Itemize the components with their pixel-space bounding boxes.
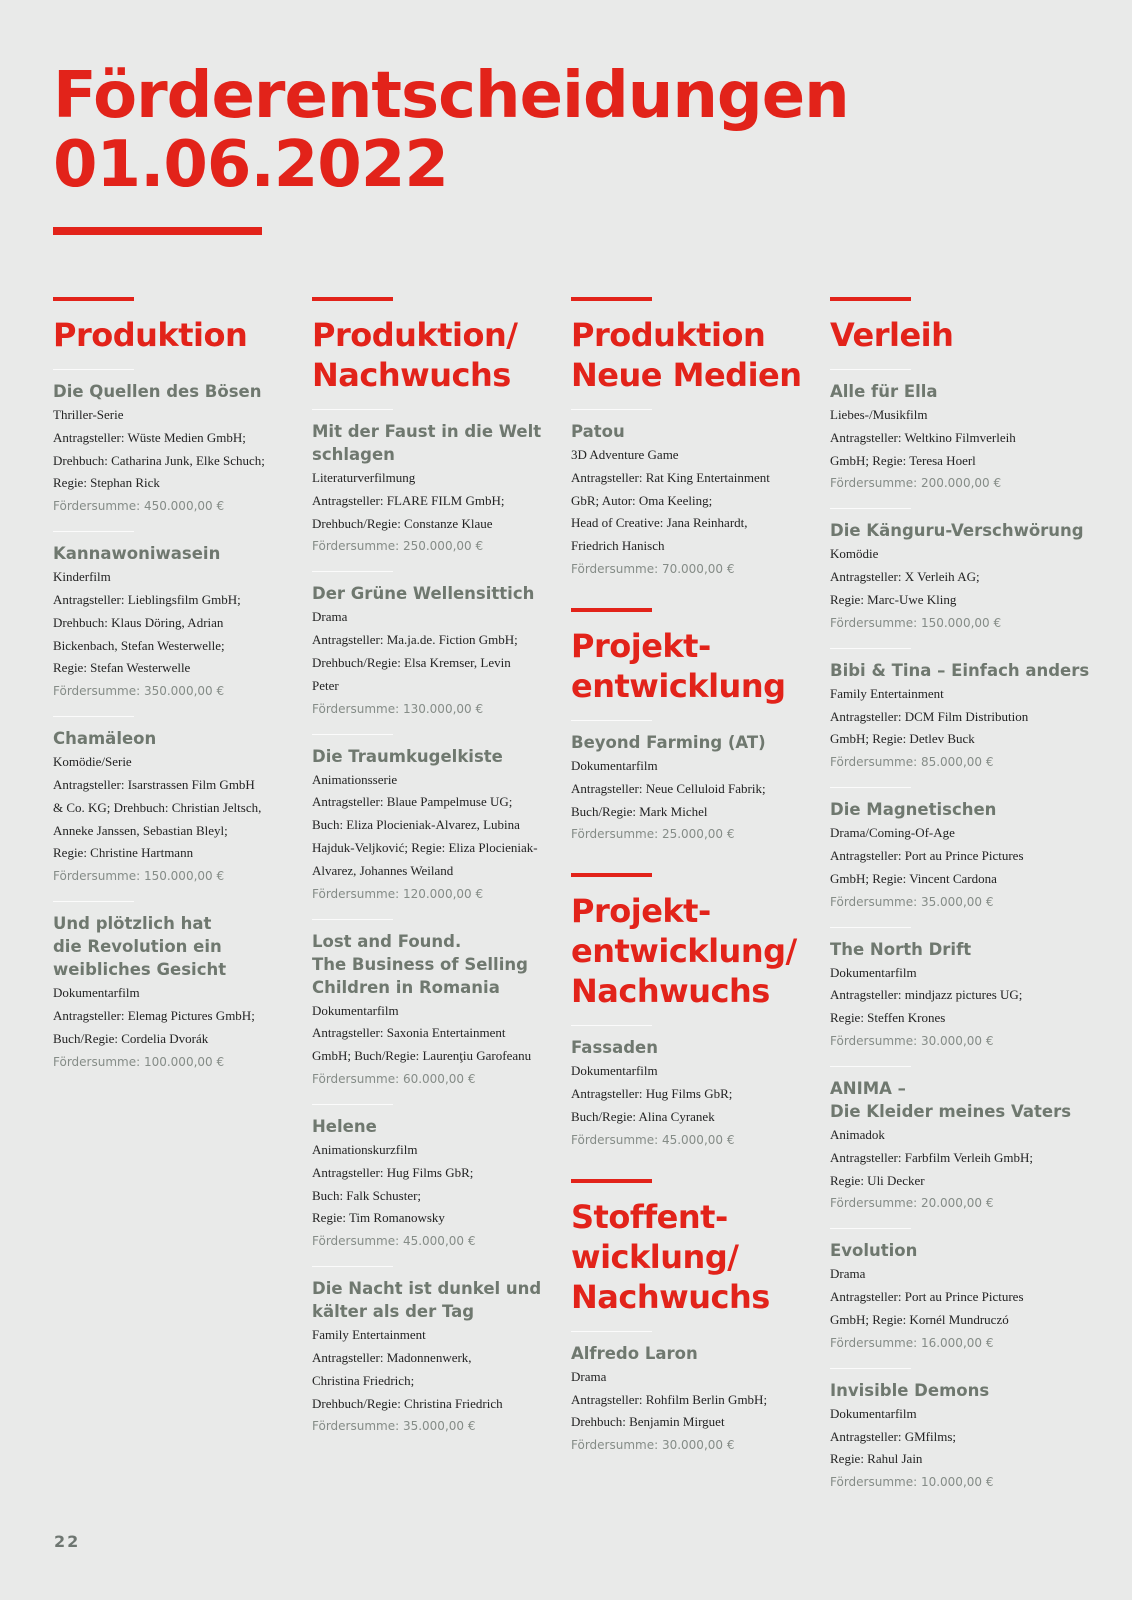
- entry-divider: [830, 1066, 911, 1067]
- entry-title-line: die Revolution ein: [53, 937, 222, 957]
- entry-detail-line: Anneke Janssen, Sebastian Bleyl;: [53, 822, 228, 838]
- entry-detail-line: Regie: Tim Romanowsky: [312, 1210, 445, 1226]
- entry-detail-line: Antragsteller: Madonnenwerk,: [312, 1349, 472, 1365]
- entry-detail-line: Dokumentarfilm: [571, 757, 658, 773]
- entry-detail-line: Antragsteller: Rat King Entertainment: [571, 469, 770, 485]
- column: [53, 297, 293, 1101]
- funding-amount: Fördersumme: 100.000,00 €: [53, 1054, 225, 1069]
- funding-entry: [830, 369, 1070, 494]
- section-heading-line: wicklung/: [571, 1237, 739, 1276]
- entry-detail-line: Drehbuch: Benjamin Mirguet: [571, 1414, 725, 1430]
- funding-entry: [312, 409, 552, 557]
- entry-detail-line: Head of Creative: Jana Reinhardt,: [571, 515, 748, 531]
- entry-title: [830, 1379, 1070, 1402]
- funding-entry: [830, 927, 1070, 1052]
- entry-detail-line: Dokumentarfilm: [830, 964, 917, 980]
- section-heading-line: Verleih: [830, 316, 954, 354]
- entry-title: [53, 727, 293, 750]
- funding-entry: [830, 1368, 1070, 1493]
- entry-title-line: The Business of Selling: [312, 954, 528, 974]
- entry-title-line: Invisible Demons: [830, 1380, 990, 1400]
- section-rule: [53, 297, 134, 301]
- entry-title: [571, 1036, 811, 1059]
- funding-entry: [571, 1331, 811, 1456]
- entry-title: [830, 380, 1070, 403]
- entry-detail-line: Regie: Christine Hartmann: [53, 845, 194, 861]
- entry-detail-line: Animationsserie: [312, 771, 398, 787]
- funding-entry: [312, 571, 552, 719]
- entry-title-line: Alfredo Laron: [571, 1343, 698, 1363]
- entry-divider: [830, 648, 911, 649]
- entry-detail-line: Bickenbach, Stefan Westerwelle;: [53, 637, 225, 653]
- entry-divider: [830, 1228, 911, 1229]
- entry-detail-line: Antragsteller: Elemag Pictures GmbH;: [53, 1007, 255, 1023]
- funding-entry: [312, 734, 552, 905]
- entry-detail-line: Regie: Rahul Jain: [830, 1451, 923, 1467]
- entry-divider: [53, 531, 134, 532]
- section-rule: [571, 608, 652, 612]
- entry-divider: [571, 720, 652, 721]
- section-heading-line: Produktion: [53, 316, 248, 354]
- entry-divider: [571, 1331, 652, 1332]
- entry-detail-line: Antragsteller: mindjazz pictures UG;: [830, 987, 1023, 1003]
- section-heading: [571, 891, 811, 1011]
- funding-entry: [571, 1025, 811, 1150]
- page-title-line: Förderentscheidungen: [53, 59, 849, 133]
- entry-detail-line: GmbH; Regie: Teresa Hoerl: [830, 452, 976, 468]
- entry-detail-line: GmbH; Buch/Regie: Laurenţiu Garofeanu: [312, 1048, 532, 1064]
- entry-detail-line: Kinderfilm: [53, 569, 111, 585]
- entry-title-line: Die Magnetischen: [830, 800, 997, 820]
- section-heading-line: entwicklung/: [571, 932, 797, 971]
- funding-amount: Fördersumme: 45.000,00 €: [312, 1234, 476, 1249]
- entry-title-line: Patou: [571, 422, 625, 441]
- section-heading: [571, 1197, 811, 1317]
- entry-detail-line: GbR; Autor: Oma Keeling;: [571, 492, 713, 508]
- entry-detail-line: Peter: [312, 677, 339, 693]
- funding-entry: [312, 919, 552, 1090]
- section: [571, 608, 811, 845]
- entry-divider: [571, 409, 652, 410]
- entry-title: [312, 1115, 552, 1138]
- section-heading: [571, 315, 811, 395]
- funding-amount: Fördersumme: 16.000,00 €: [830, 1335, 994, 1350]
- entry-detail-line: GmbH; Regie: Vincent Cardona: [830, 870, 997, 886]
- funding-amount: Fördersumme: 85.000,00 €: [830, 755, 994, 770]
- column: [312, 297, 552, 1465]
- entry-title-line: kälter als der Tag: [312, 1302, 475, 1322]
- entry-title-line: schlagen: [312, 445, 395, 464]
- entry-detail-line: Antragsteller: Hug Films GbR;: [312, 1164, 474, 1180]
- entry-detail-line: Regie: Stephan Rick: [53, 475, 160, 491]
- entry-detail-line: Komödie: [830, 546, 879, 562]
- funding-amount: Fördersumme: 35.000,00 €: [312, 1419, 476, 1434]
- entry-detail-line: Antragsteller: X Verleih AG;: [830, 569, 980, 585]
- entry-detail-line: Regie: Uli Decker: [830, 1172, 925, 1188]
- entry-detail-line: Animadok: [830, 1126, 885, 1142]
- funding-amount: Fördersumme: 150.000,00 €: [830, 615, 1002, 630]
- title-underline: [53, 227, 262, 235]
- entry-title: [571, 1342, 811, 1365]
- funding-entry: [312, 1266, 552, 1437]
- entry-detail-line: Regie: Steffen Krones: [830, 1010, 946, 1026]
- entry-title-line: Lost and Found.: [312, 931, 462, 951]
- funding-amount: Fördersumme: 30.000,00 €: [830, 1033, 994, 1048]
- entry-title-line: Der Grüne Wellensittich: [312, 584, 535, 604]
- funding-entry: [571, 409, 811, 580]
- funding-amount: Fördersumme: 35.000,00 €: [830, 894, 994, 909]
- funding-entry: [571, 720, 811, 845]
- entry-title-line: Children in Romania: [312, 977, 500, 997]
- funding-entry: [53, 531, 293, 702]
- entry-divider: [830, 787, 911, 788]
- entry-title-line: Die Quellen des Bösen: [53, 382, 262, 401]
- entry-title-line: Die Kleider meines Vaters: [830, 1101, 1072, 1121]
- funding-entry: [830, 1228, 1070, 1353]
- entry-detail-line: Friedrich Hanisch: [571, 538, 665, 554]
- section-rule: [571, 1179, 652, 1183]
- entry-title: [53, 912, 293, 981]
- entry-detail-line: Dokumentarfilm: [53, 985, 140, 1001]
- entry-detail-line: Drama: [571, 1368, 607, 1384]
- funding-entry: [830, 1066, 1070, 1214]
- section: [571, 1179, 811, 1456]
- entry-detail-line: Alvarez, Johannes Weiland: [312, 862, 454, 878]
- funding-amount: Fördersumme: 350.000,00 €: [53, 684, 225, 699]
- entry-divider: [312, 571, 393, 572]
- entry-divider: [830, 508, 911, 509]
- entry-detail-line: Buch: Eliza Plocieniak-Alvarez, Lubina: [312, 817, 520, 833]
- entry-title: [830, 938, 1070, 961]
- entry-detail-line: Dokumentarfilm: [830, 1405, 917, 1421]
- funding-entry: [53, 901, 293, 1072]
- entry-detail-line: Hajduk-Veljković; Regie: Eliza Plocieniak-: [312, 839, 538, 855]
- entry-title: [312, 930, 552, 999]
- funding-amount: Fördersumme: 45.000,00 €: [571, 1132, 735, 1147]
- funding-amount: Fördersumme: 70.000,00 €: [571, 561, 735, 576]
- entry-title: [312, 745, 552, 768]
- section-heading-line: Neue Medien: [571, 356, 802, 394]
- entry-detail-line: Family Entertainment: [830, 685, 944, 701]
- entry-title-line: Alle für Ella: [830, 382, 938, 401]
- entry-divider: [312, 1266, 393, 1267]
- section-heading: [571, 626, 811, 706]
- entry-divider: [312, 734, 393, 735]
- entry-detail-line: & Co. KG; Drehbuch: Christian Jeltsch,: [53, 799, 262, 815]
- entry-detail-line: Antragsteller: Isarstrassen Film GmbH: [53, 776, 255, 792]
- entry-title: [830, 1239, 1070, 1262]
- entry-divider: [312, 919, 393, 920]
- entry-detail-line: Drehbuch/Regie: Christina Friedrich: [312, 1395, 503, 1411]
- entry-detail-line: Buch/Regie: Cordelia Dvorák: [53, 1030, 209, 1046]
- entry-title-line: Und plötzlich hat: [53, 914, 212, 934]
- entry-title: [830, 519, 1084, 542]
- entry-detail-line: GmbH; Regie: Detlev Buck: [830, 731, 975, 747]
- column: [830, 297, 1090, 1521]
- page-title: [53, 59, 849, 202]
- entry-title-line: Helene: [312, 1116, 377, 1136]
- entry-divider: [312, 1104, 393, 1105]
- entry-detail-line: Family Entertainment: [312, 1327, 426, 1343]
- entry-detail-line: Antragsteller: Port au Prince Pictures: [830, 1289, 1024, 1305]
- entry-detail-line: Komödie/Serie: [53, 754, 132, 770]
- section-rule: [830, 297, 911, 301]
- entry-title-line: The North Drift: [830, 939, 972, 959]
- funding-amount: Fördersumme: 60.000,00 €: [312, 1071, 476, 1086]
- entry-detail-line: Antragsteller: Port au Prince Pictures: [830, 847, 1024, 863]
- entry-divider: [830, 927, 911, 928]
- entry-title: [312, 582, 552, 605]
- entry-detail-line: Buch: Falk Schuster;: [312, 1187, 422, 1203]
- entry-detail-line: Antragsteller: FLARE FILM GmbH;: [312, 492, 505, 508]
- entry-detail-line: Antragsteller: Rohfilm Berlin GmbH;: [571, 1391, 768, 1407]
- entry-detail-line: Antragsteller: Wüste Medien GmbH;: [53, 429, 246, 445]
- entry-detail-line: Dokumentarfilm: [571, 1063, 658, 1079]
- entry-title-line: weibliches Gesicht: [53, 960, 227, 980]
- entry-divider: [571, 1025, 652, 1026]
- entry-title-line: Die Traumkugelkiste: [312, 746, 503, 766]
- entry-detail-line: Dokumentarfilm: [312, 1002, 399, 1018]
- funding-entry: [53, 369, 293, 517]
- entry-title-line: Die Känguru-Verschwörung: [830, 521, 1084, 541]
- entry-title: [571, 731, 811, 754]
- entry-title-line: Bibi & Tina – Einfach anders: [830, 660, 1090, 680]
- funding-amount: Fördersumme: 250.000,00 €: [312, 539, 484, 554]
- section-heading-line: Projekt-: [571, 626, 711, 665]
- entry-detail-line: Drama: [830, 1266, 866, 1282]
- section-rule: [571, 873, 652, 877]
- funding-amount: Fördersumme: 200.000,00 €: [830, 476, 1002, 491]
- entry-detail-line: Antragsteller: Saxonia Entertainment: [312, 1025, 506, 1041]
- funding-entry: [830, 787, 1070, 912]
- section: [312, 297, 552, 1437]
- section-heading-line: Nachwuchs: [571, 972, 770, 1011]
- funding-amount: Fördersumme: 30.000,00 €: [571, 1438, 735, 1453]
- entry-detail-line: Buch/Regie: Alina Cyranek: [571, 1108, 715, 1124]
- entry-title: [312, 1277, 552, 1323]
- entry-title-line: Kannawoniwasein: [53, 544, 221, 564]
- entry-detail-line: Drehbuch/Regie: Elsa Kremser, Levin: [312, 654, 511, 670]
- funding-amount: Fördersumme: 130.000,00 €: [312, 701, 484, 716]
- section-rule: [571, 297, 652, 301]
- page-number: 22: [54, 1532, 81, 1551]
- funding-amount: Fördersumme: 10.000,00 €: [830, 1475, 994, 1490]
- entry-title-line: ANIMA –: [830, 1078, 906, 1098]
- entry-detail-line: Thriller-Serie: [53, 407, 124, 422]
- entry-detail-line: Buch/Regie: Mark Michel: [571, 803, 708, 819]
- entry-title: [830, 659, 1090, 682]
- section-heading: [312, 315, 552, 395]
- entry-title: [53, 542, 293, 565]
- funding-entry: [830, 508, 1084, 633]
- section-heading-line: Nachwuchs: [312, 356, 511, 394]
- funding-amount: Fördersumme: 25.000,00 €: [571, 827, 735, 842]
- section-heading-line: Produktion/: [312, 316, 518, 354]
- entry-divider: [312, 409, 393, 410]
- entry-detail-line: Drama: [312, 609, 348, 625]
- funding-amount: Fördersumme: 150.000,00 €: [53, 869, 225, 884]
- entry-detail-line: Antragsteller: Lieblingsfilm GmbH;: [53, 591, 241, 607]
- entry-title-line: Die Nacht ist dunkel und: [312, 1279, 542, 1299]
- entry-detail-line: Drama/Coming-Of-Age: [830, 825, 955, 841]
- entry-detail-line: Drehbuch: Klaus Döring, Adrian: [53, 614, 224, 630]
- section-rule: [312, 297, 393, 301]
- section-heading: [53, 315, 293, 355]
- entry-divider: [53, 716, 134, 717]
- entry-title: [830, 1077, 1070, 1123]
- entry-detail-line: Christina Friedrich;: [312, 1372, 415, 1388]
- section-heading-line: Projekt-: [571, 892, 711, 931]
- entry-title-line: Mit der Faust in die Welt: [312, 422, 542, 441]
- entry-detail-line: Regie: Marc-Uwe Kling: [830, 591, 957, 607]
- entry-detail-line: Antragsteller: Weltkino Filmverleih: [830, 429, 1016, 445]
- funding-amount: Fördersumme: 20.000,00 €: [830, 1196, 994, 1211]
- entry-title-line: Evolution: [830, 1241, 918, 1261]
- entry-title-line: Beyond Farming (AT): [571, 732, 766, 752]
- entry-title: [312, 420, 552, 466]
- section-heading-line: Nachwuchs: [571, 1277, 770, 1316]
- entry-detail-line: 3D Adventure Game: [571, 447, 679, 462]
- section-heading: [830, 315, 1070, 355]
- section-heading-line: Stoffent-: [571, 1197, 728, 1236]
- funding-entry: [53, 716, 293, 887]
- entry-detail-line: Antragsteller: Neue Celluloid Fabrik;: [571, 780, 766, 796]
- page-title-line: 01.06.2022: [53, 128, 448, 202]
- entry-title: [53, 380, 293, 403]
- entry-title: [571, 420, 811, 443]
- entry-title-line: Fassaden: [571, 1038, 658, 1058]
- entry-detail-line: Drehbuch: Catharina Junk, Elke Schuch;: [53, 452, 265, 468]
- column: [571, 297, 811, 1484]
- entry-detail-line: Liebes-/Musikfilm: [830, 407, 928, 422]
- entry-divider: [830, 369, 911, 370]
- entry-divider: [830, 1368, 911, 1369]
- entry-detail-line: Literaturverfilmung: [312, 470, 416, 485]
- section: [571, 873, 811, 1150]
- entry-divider: [53, 369, 134, 370]
- funding-amount: Fördersumme: 450.000,00 €: [53, 499, 225, 514]
- entry-detail-line: Drehbuch/Regie: Constanze Klaue: [312, 515, 493, 531]
- entry-divider: [53, 901, 134, 902]
- entry-title-line: Chamäleon: [53, 729, 157, 749]
- entry-detail-line: Antragsteller: DCM Film Distribution: [830, 708, 1029, 724]
- funding-entry: [312, 1104, 552, 1252]
- entry-detail-line: GmbH; Regie: Kornél Mundruczó: [830, 1311, 1009, 1327]
- entry-detail-line: Antragsteller: Farbfilm Verleih GmbH;: [830, 1149, 1034, 1165]
- section: [53, 297, 293, 1073]
- entry-detail-line: Antragsteller: GMfilms;: [830, 1428, 957, 1444]
- entry-detail-line: Antragsteller: Ma.ja.de. Fiction GmbH;: [312, 632, 518, 648]
- entry-detail-line: Antragsteller: Blaue Pampelmuse UG;: [312, 794, 513, 810]
- funding-amount: Fördersumme: 120.000,00 €: [312, 886, 484, 901]
- section-heading-line: entwicklung: [571, 666, 786, 705]
- section: [571, 297, 811, 580]
- section-heading-line: Produktion: [571, 316, 766, 354]
- entry-detail-line: Regie: Stefan Westerwelle: [53, 660, 191, 676]
- entry-title: [830, 798, 1070, 821]
- funding-entry: [830, 648, 1090, 773]
- entry-detail-line: Antragsteller: Hug Films GbR;: [571, 1086, 733, 1102]
- section: [830, 297, 1090, 1493]
- entry-detail-line: Animationskurzfilm: [312, 1141, 418, 1157]
